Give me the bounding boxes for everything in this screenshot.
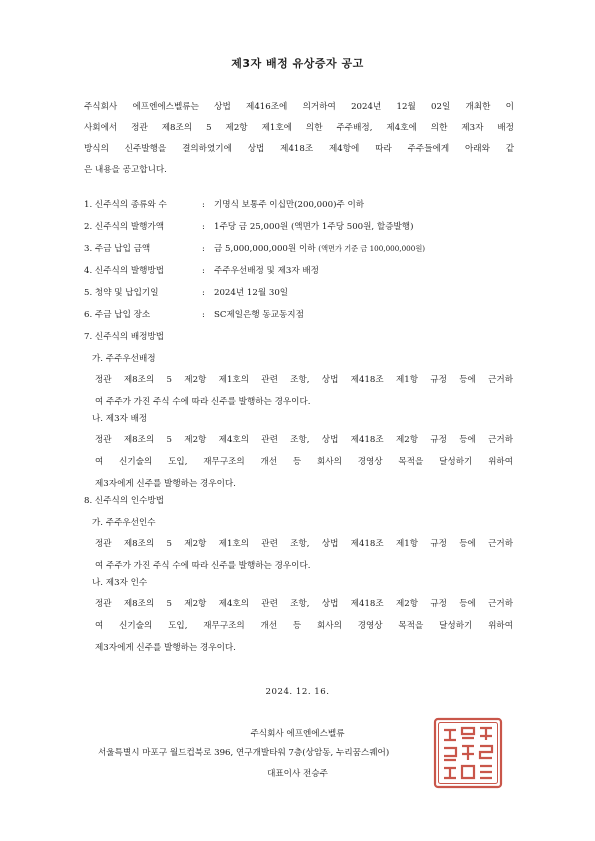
section-8-heading: 8. 신주식의 인수방법	[84, 496, 165, 506]
intro-line: 방식의 신주발행을 결의하였기에 상법 제418조 제4항에 따라 주주들에게 아래와 같	[84, 144, 514, 154]
company-address: 서울특별시 마포구 월드컵북로 396, 연구개발타워 7층(상암동, 누리꿈스퀘어)	[98, 748, 390, 758]
intro-line: 사회에서 정관 제8조의 5 제2항 제1호에 의한 주주배정, 제4호에 의한 제3자 배정	[84, 123, 514, 133]
body-line: 여 신기술의 도입, 재무구조의 개선 등 회사의 경영상 목적을 달성하기 위하여	[95, 457, 513, 467]
term-colon: :	[202, 200, 205, 210]
term-colon: :	[202, 244, 205, 254]
intro-line: 은 내용을 공고합니다.	[84, 165, 167, 175]
term-colon: :	[202, 266, 205, 276]
body-line: 정관 제8조의 5 제2항 제4호의 관련 조항, 상법 제418조 제2항 규정 등에 근거하	[95, 599, 513, 609]
body-line: 제3자에게 신주를 발행하는 경우이다.	[95, 643, 236, 653]
body-line: 여 주주가 가진 주식 수에 따라 신주를 발행하는 경우이다.	[95, 397, 311, 407]
body-line: 여 신기술의 도입, 재무구조의 개선 등 회사의 경영상 목적을 달성하기 위하여	[95, 621, 513, 631]
section-8a-body	[95, 533, 513, 577]
term-label: 6. 주금 납입 장소	[84, 310, 151, 320]
ceo-name: 대표이사 전승주	[267, 769, 328, 779]
section-7a-heading: 가. 주주우선배정	[92, 354, 156, 364]
term-value: SC제일은행 동교동지점	[214, 310, 304, 320]
term-colon: :	[202, 222, 205, 232]
term-value: 기명식 보통주 이십만(200,000)주 이하	[214, 200, 365, 210]
term-colon: :	[202, 288, 205, 298]
body-line: 정관 제8조의 5 제2항 제4호의 관련 조항, 상법 제418조 제2항 규정 등에 근거하	[95, 435, 513, 445]
body-line: 정관 제8조의 5 제2항 제1호의 관련 조항, 상법 제418조 제1항 규정 등에 근거하	[95, 539, 513, 549]
section-7b-body	[95, 429, 513, 495]
body-line: 정관 제8조의 5 제2항 제1호의 관련 조항, 상법 제418조 제1항 규정 등에 근거하	[95, 375, 513, 385]
page-title: 제3자 배정 유상증자 공고	[231, 57, 364, 70]
term-item	[84, 220, 413, 232]
term-label: 4. 신주식의 발행방법	[84, 266, 165, 276]
term-value: 주주우선배정 및 제3자 배정	[214, 266, 319, 276]
term-label: 3. 주금 납입 금액	[84, 244, 151, 254]
term-item	[84, 198, 364, 210]
term-colon: :	[202, 310, 205, 320]
term-item	[84, 264, 319, 276]
term-item	[84, 308, 304, 320]
intro-line: 주식회사 에프엔에스벨류는 상법 제416조에 의거하여 2024년 12월 02일 개최한 이	[84, 102, 514, 112]
section-7a-body	[95, 369, 513, 413]
term-label: 5. 청약 및 납입기일	[84, 288, 159, 298]
body-line: 제3자에게 신주를 발행하는 경우이다.	[95, 479, 236, 489]
term-value: 금 5,000,000,000원 이하	[214, 244, 319, 254]
intro-paragraph	[84, 97, 514, 181]
term-label: 2. 신주식의 발행가액	[84, 222, 165, 232]
term-item	[84, 286, 288, 298]
term-value: 2024년 12월 30일	[214, 288, 289, 298]
company-seal-icon	[432, 716, 504, 790]
term-note: (액면가 기준 금 100,000,000원)	[318, 244, 426, 253]
section-8a-heading: 가. 주주우선인수	[92, 518, 156, 528]
term-item	[84, 242, 425, 254]
section-8b-body	[95, 593, 513, 659]
section-7-heading: 7. 신주식의 배정방법	[84, 332, 165, 342]
term-value: 1주당 금 25,000원 (액면가 1주당 500원, 할증발행)	[214, 222, 414, 232]
body-line: 여 주주가 가진 주식 수에 따라 신주를 발행하는 경우이다.	[95, 561, 311, 571]
company-name: 주식회사 에프엔에스벨류	[250, 729, 345, 739]
announcement-date: 2024. 12. 16.	[265, 687, 330, 697]
section-7b-heading: 나. 제3자 배정	[92, 414, 148, 424]
section-8b-heading: 나. 제3자 인수	[92, 578, 148, 588]
term-label: 1. 신주식의 종류와 수	[84, 200, 167, 210]
